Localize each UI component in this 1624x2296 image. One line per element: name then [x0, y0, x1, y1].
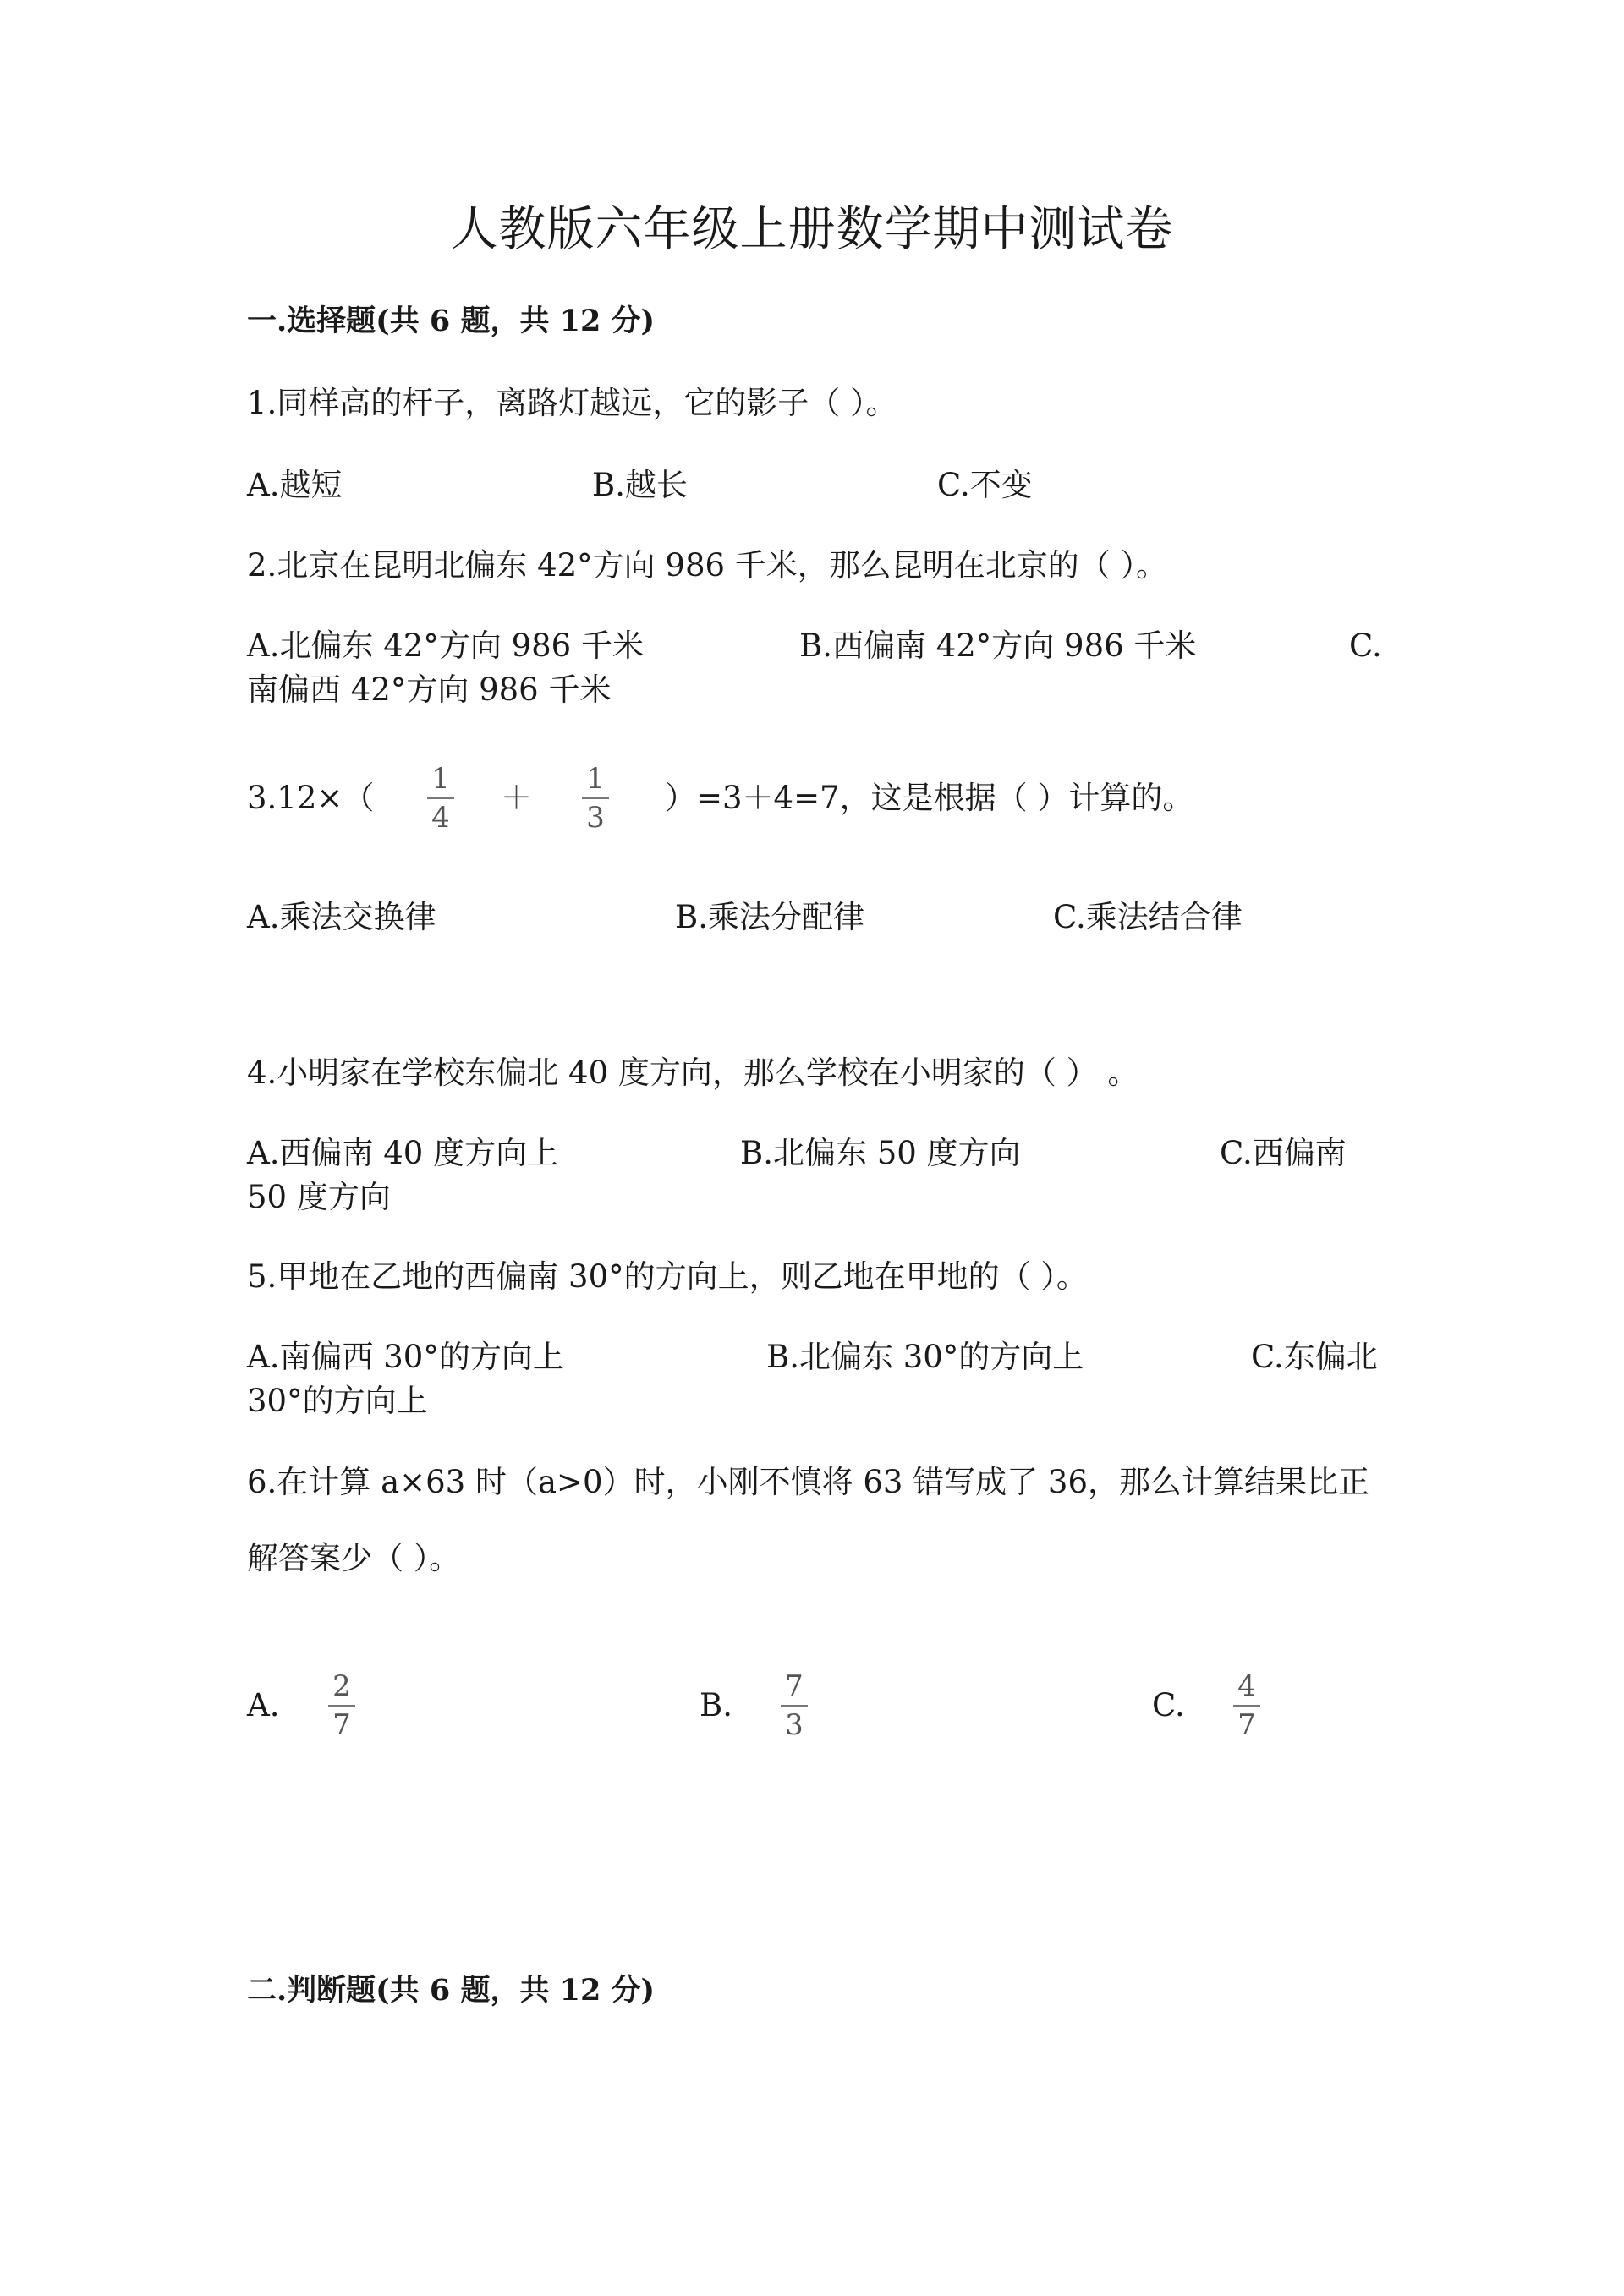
fraction-denominator: 3 — [586, 801, 605, 835]
fraction-bar — [1233, 1705, 1260, 1707]
section-heading-judgement: 二.判断题(共 6 题，共 12 分) — [247, 1973, 656, 2008]
question-6-option-b-fraction — [777, 1670, 811, 1741]
question-1-option-b: B.越长 — [592, 467, 688, 503]
question-5-stem: 5.甲地在乙地的西偏南 30°的方向上，则乙地在甲地的（ ）。 — [247, 1258, 1088, 1295]
question-2-option-a: A.北偏东 42°方向 986 千米 — [247, 627, 644, 664]
question-3-option-b: B.乘法分配律 — [675, 899, 864, 935]
question-3-fraction-2 — [579, 763, 612, 834]
question-1-option-a: A.越短 — [247, 467, 343, 503]
question-3-suffix: ）=3＋4=7，这是根据（ ）计算的。 — [665, 780, 1194, 816]
question-3-fraction-1 — [424, 763, 458, 834]
fraction-numerator: 1 — [431, 762, 450, 796]
question-2-stem: 2.北京在昆明北偏东 42°方向 986 千米，那么昆明在北京的（ ）。 — [247, 547, 1168, 584]
question-5-option-c-continued: 30°的方向上 — [247, 1383, 428, 1419]
fraction-numerator: 7 — [785, 1669, 804, 1703]
question-1-option-c: C.不变 — [937, 467, 1033, 503]
question-2-option-c-continued: 南偏西 42°方向 986 千米 — [247, 671, 612, 708]
question-5-option-c: C.东偏北 — [1251, 1339, 1378, 1375]
question-6-stem-line-2: 解答案少（ ）。 — [247, 1540, 461, 1576]
question-5-option-b: B.北偏东 30°的方向上 — [766, 1339, 1084, 1375]
question-2-option-c: C. — [1349, 627, 1382, 664]
fraction-bar — [427, 797, 454, 799]
question-3-option-c: C.乘法结合律 — [1053, 899, 1243, 935]
question-4-option-a: A.西偏南 40 度方向上 — [247, 1135, 559, 1171]
question-3-option-a: A.乘法交换律 — [247, 899, 436, 935]
fraction-denominator: 7 — [1237, 1708, 1256, 1742]
question-4-option-c: C.西偏南 — [1220, 1135, 1347, 1171]
fraction-bar — [781, 1705, 808, 1707]
page-title: 人教版六年级上册数学期中测试卷 — [450, 202, 1174, 257]
fraction-numerator: 1 — [586, 762, 605, 796]
question-4-option-b: B.北偏东 50 度方向 — [740, 1135, 1021, 1171]
fraction-numerator: 4 — [1237, 1669, 1256, 1703]
question-4-option-c-continued: 50 度方向 — [247, 1179, 391, 1215]
question-1-stem: 1.同样高的杆子，离路灯越远，它的影子（ ）。 — [247, 385, 897, 421]
question-6-option-a-fraction — [325, 1670, 359, 1741]
question-6-option-c-label: C. — [1152, 1687, 1185, 1723]
question-4-stem: 4.小明家在学校东偏北 40 度方向，那么学校在小明家的（ ） 。 — [247, 1055, 1139, 1091]
fraction-bar — [328, 1705, 355, 1707]
question-2-option-b: B.西偏南 42°方向 986 千米 — [799, 627, 1197, 664]
question-5-option-a: A.南偏西 30°的方向上 — [247, 1339, 564, 1375]
section-heading-choice: 一.选择题(共 6 题，共 12 分) — [247, 304, 656, 338]
question-3-plus-sign: ＋ — [501, 780, 532, 816]
question-6-option-c-fraction — [1230, 1670, 1264, 1741]
fraction-numerator: 2 — [332, 1669, 351, 1703]
question-3-prefix: 3.12×（ — [247, 780, 375, 816]
question-6-stem-line-1: 6.在计算 a×63 时（a>0）时，小刚不慎将 63 错写成了 36，那么计算结果比正 — [247, 1464, 1370, 1500]
fraction-denominator: 7 — [332, 1708, 351, 1742]
fraction-denominator: 4 — [431, 801, 450, 835]
question-6-option-b-label: B. — [700, 1687, 732, 1723]
fraction-denominator: 3 — [785, 1708, 804, 1742]
fraction-bar — [582, 797, 609, 799]
question-6-option-a-label: A. — [247, 1687, 280, 1723]
